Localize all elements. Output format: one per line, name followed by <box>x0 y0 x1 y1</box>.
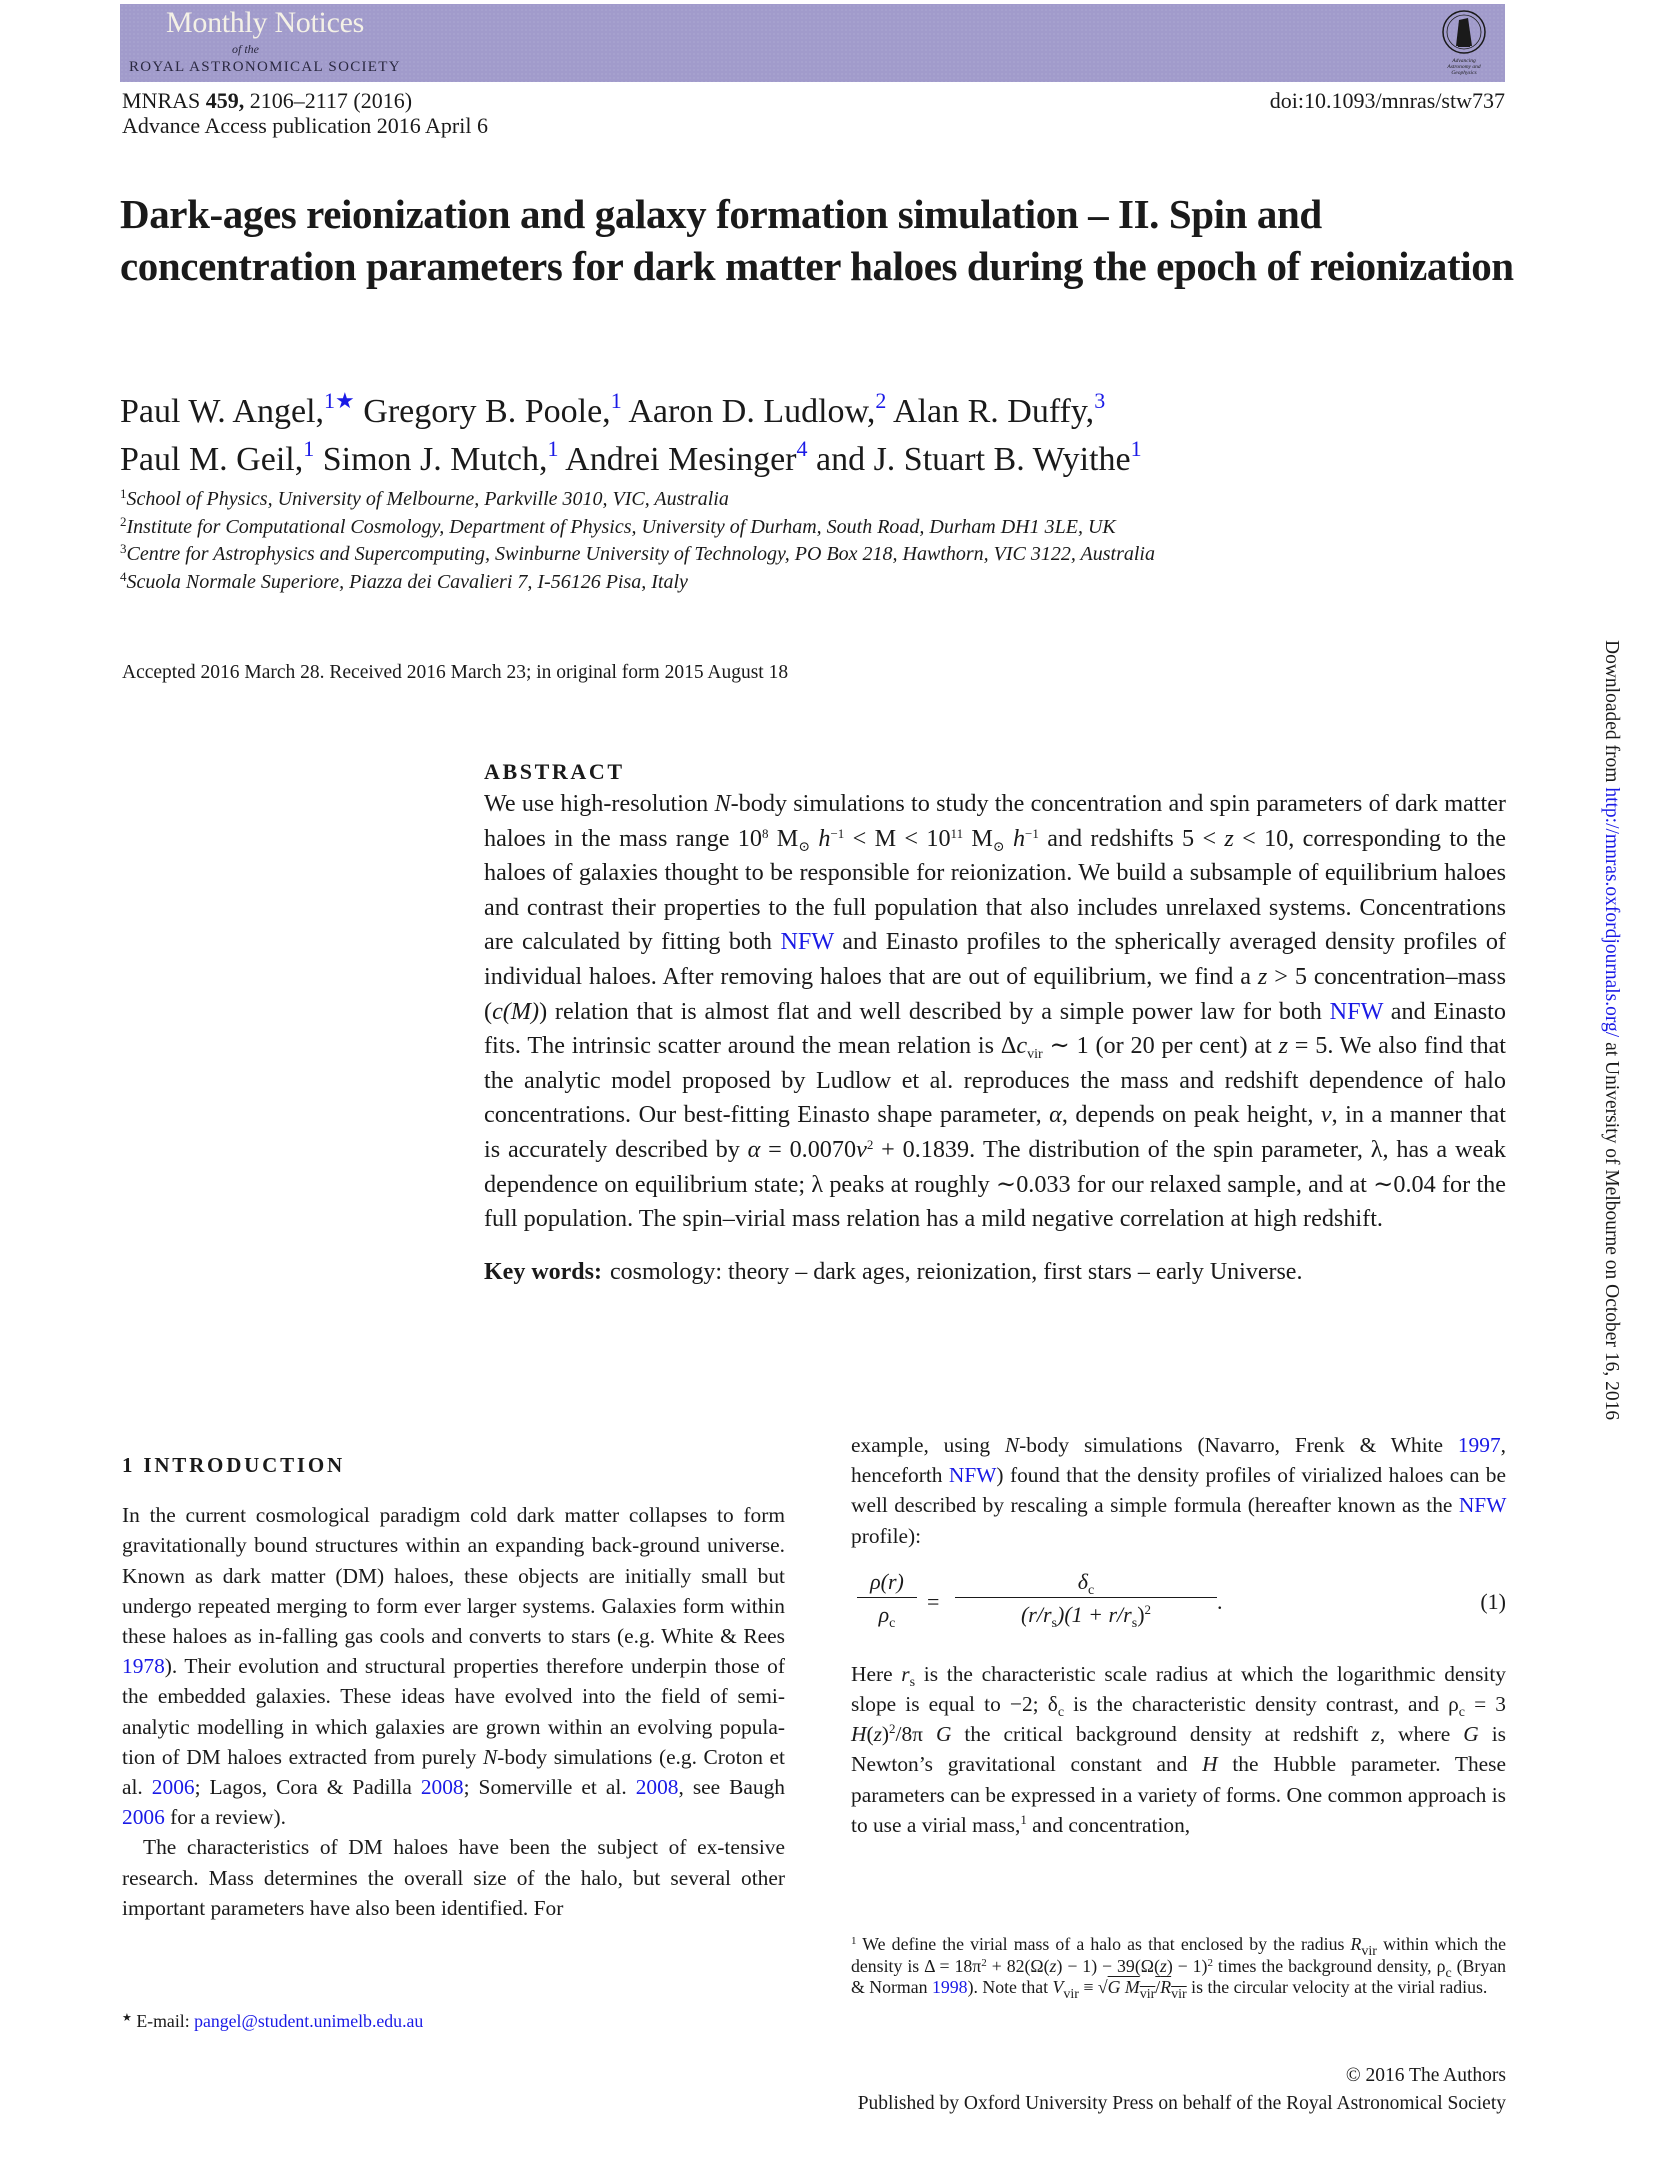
paragraph: Here $r_s$ is the characteristic scale radius at which the logarithmic density slope is equal to −2; $\delta_c$ is the characteristic density contrast, and $\rho_c = 3$ $H(z)^2/8\pi$ G the critical background density at redshift z, where G is Newton’s gravitational constant and H the Hubble parameter. These parameters can be expressed in a variety of forms. One common approach is to use a virial mass,$^1$ and concentration, <box>851 1661 1506 1837</box>
citation-info <box>122 88 488 138</box>
nfw-link[interactable]: NFW <box>948 1463 997 1488</box>
section-heading: 1 INTRODUCTION <box>122 1453 345 1477</box>
author: Paul M. Geil,$^1$ <box>120 436 315 478</box>
journal-name: Monthly Notices <box>166 6 364 39</box>
affiliation: $^3$Centre for Astrophysics and Supercomputing, Swinburne University of Technology, PO Box 218, Hawthorn, VIC 3122, Australia <box>120 541 1155 565</box>
nfw-link[interactable]: NFW <box>1329 997 1383 1025</box>
author: and J. Stuart B. Wyithe$^1$ <box>815 436 1142 478</box>
intro-left-column <box>122 1450 785 1923</box>
download-watermark: Downloaded from http://mnras.oxfordjournals.org/ at University of Melbourne on October 16, 2016 <box>1601 640 1622 1421</box>
nfw-link[interactable]: NFW <box>1458 1493 1506 1518</box>
affiliation: $^2$Institute for Computational Cosmology, Department of Physics, University of Durham, South Road, Durham DH1 3LE, UK <box>120 513 1116 538</box>
svg-text:Advancing: Advancing <box>1452 58 1476 64</box>
keywords <box>484 1255 1506 1289</box>
abstract <box>484 757 1506 1289</box>
author-list <box>120 388 1520 484</box>
paragraph: example, using N-body simulations (Navarro, Frenk & White 1997, henceforth NFW) found that the density profiles of virialized haloes can be well described by rescaling a simple formula (hereafter known as the NFW profile): <box>851 1433 1506 1548</box>
email-link[interactable]: pangel@student.unimelb.edu.au <box>194 2011 424 2031</box>
paragraph: In the current cosmological paradigm cold dark matter collapses to form gravitationally bound structures within an expanding back-ground universe. Known as dark matter (DM) haloes, these objects are initially small but undergo repeated merging to form ever larger systems. Galaxies form within these haloes as in-falling gas cools and converts to stars (e.g. White & Rees 1978). Their evolution and structural properties therefore underpin those of the embedded galaxies. These ideas have evolved into the field of semi-analytic modelling in which galaxies are grown within an evolving popula-tion of DM haloes extracted from purely N-body simulations (e.g. Croton et al. 2006; Lagos, Cora & Padilla 2008; Somerville et al. 2008, see Baugh 2006 for a review). <box>122 1503 785 1830</box>
citation-link[interactable]: 2006 <box>151 1775 195 1800</box>
abstract-text: We use high-resolution N-body simulations to study the concentration and spin parameters of dark matter haloes in the mass range $10^8$ $M_⊙$ $h^{-1} < M < 10^{11}$ $M_⊙$ $h^{-1}$ and redshifts 5 < z < 10, corresponding to the haloes of galaxies thought to be responsible for reionization. We build a subsample of equilibrium haloes and contrast their properties to the full population that also includes unrelaxed systems. Concentrations are calculated by fitting both NFW and Einasto profiles to the spherically averaged density profiles of individual haloes. After removing haloes that are out of equilibrium, we find a z > 5 concentration–mass (c(M)) relation that is almost flat and well described by a simple power law for both NFW and Einasto fits. The intrinsic scatter around the mean relation is $\Delta c_{vir}$ ∼ 1 (or 20 per cent) at z = 5. We also find that the analytic model proposed by Ludlow et al. reproduces the mass and redshift dependence of halo concentrations. Our best-fitting Einasto shape parameter, α, depends on peak height, ν, in a manner that is accurately described by $\alpha = 0.0070\nu^2 + 0.1839$. The distribution of the spin parameter, λ, has a weak dependence on equilibrium state; λ peaks at roughly ∼0.033 for our relaxed sample, and at ∼0.04 for the full population. The spin–virial mass relation has a mild negative correlation at high redshift. <box>484 790 1506 1233</box>
author: Paul W. Angel,$^{1★}$ <box>120 388 355 430</box>
intro-right-column <box>851 1430 1506 1840</box>
citation-link[interactable]: 2008 <box>420 1775 464 1800</box>
copyright-notice: © 2016 The Authors Published by Oxford University Press on behalf of the Royal Astronomical Society <box>857 2065 1506 2114</box>
citation-link[interactable]: 1998 <box>932 1977 968 1997</box>
star-icon: ★ <box>122 2012 132 2024</box>
author: Aaron D. Ludlow,$^2$ <box>628 388 887 430</box>
author: Simon J. Mutch,$^1$ <box>322 436 559 478</box>
paper-title: Dark-ages reionization and galaxy formation simulation – II. Spin and concentration parameters for dark matter haloes during the epoch of reionization <box>120 191 1514 289</box>
volume: 459, <box>205 88 245 113</box>
keywords-text: cosmology: theory – dark ages, reionization, first stars – early Universe. <box>609 1258 1303 1285</box>
affiliation-list <box>120 486 1155 596</box>
affiliation: $^4$Scuola Normale Superiore, Piazza dei Cavalieri 7, I-56126 Pisa, Italy <box>120 568 688 593</box>
submission-dates: Accepted 2016 March 28. Received 2016 March 23; in original form 2015 August 18 <box>122 662 789 683</box>
citation-link[interactable]: 1997 <box>1457 1433 1501 1457</box>
journal-banner <box>120 4 1505 82</box>
journal-abbrev: MNRAS <box>122 88 201 113</box>
footnote-ref[interactable]: 1 <box>1020 1811 1027 1827</box>
nfw-link[interactable]: NFW <box>780 928 834 956</box>
equation-number: (1) <box>1480 1588 1506 1614</box>
svg-text:Geophysics: Geophysics <box>1451 70 1477 76</box>
ras-seal-icon <box>1437 8 1491 78</box>
citation-link[interactable]: 2006 <box>122 1805 165 1830</box>
equation-lhs: $\frac{\rho(r)}{\rho_c}$ <box>857 1567 917 1630</box>
society-name: ROYAL ASTRONOMICAL SOCIETY <box>129 59 401 75</box>
equation-rhs: $\frac{\delta_c}{(r/r_s)(1 + r/r_s)^2}$ <box>955 1567 1217 1630</box>
citation-link[interactable]: 2008 <box>635 1775 679 1800</box>
abstract-heading: ABSTRACT <box>484 759 625 784</box>
footnote-1: $^1$ We define the virial mass of a halo as that enclosed by the radius $R_{vir}$ within which the density is $\Delta = 18\pi^2 + 82(\Omega(z) - 1) - 39(\Omega(z) - 1)^2$ times the background density, $\rho_c$ (Bryan & Norman 1998). Note that $V_{vir} \equiv √G$ $M_{vir}/R_{vir}$ is the circular velocity at the virial radius. <box>851 1934 1506 2002</box>
doi: doi:10.1093/mnras/stw737 <box>1269 88 1505 113</box>
equation-1: $\frac{\rho(r)}{\rho_c}$ = $\frac{\delta_c}{(r/r_s)(1 + r/r_s)^2}$ . (1) <box>851 1565 1506 1651</box>
email-footnote: ★ E-mail: pangel@student.unimelb.edu.au <box>122 2011 424 2031</box>
keywords-label: Key words: <box>484 1258 602 1285</box>
pages: 2106–2117 (2016) <box>249 88 413 113</box>
journal-of-the: of the <box>232 42 259 56</box>
paragraph: The characteristics of DM haloes have been the subject of ex-tensive research. Mass determines the overall size of the halo, but several other important parameters have also been identified. For <box>122 1835 785 1920</box>
author: Alan R. Duffy,$^3$ <box>893 388 1106 430</box>
advance-access: Advance Access publication 2016 April 6 <box>122 113 488 138</box>
affiliation: $^1$School of Physics, University of Melbourne, Parkville 3010, VIC, Australia <box>120 486 729 510</box>
citation-link[interactable]: 1978 <box>122 1654 165 1679</box>
journal-url-link[interactable]: http://mnras.oxfordjournals.org/ <box>1601 787 1622 1038</box>
author: Gregory B. Poole,$^1$ <box>363 388 622 430</box>
svg-text:Astronomy and: Astronomy and <box>1447 64 1481 70</box>
author: Andrei Mesinger$^4$ <box>565 436 808 478</box>
